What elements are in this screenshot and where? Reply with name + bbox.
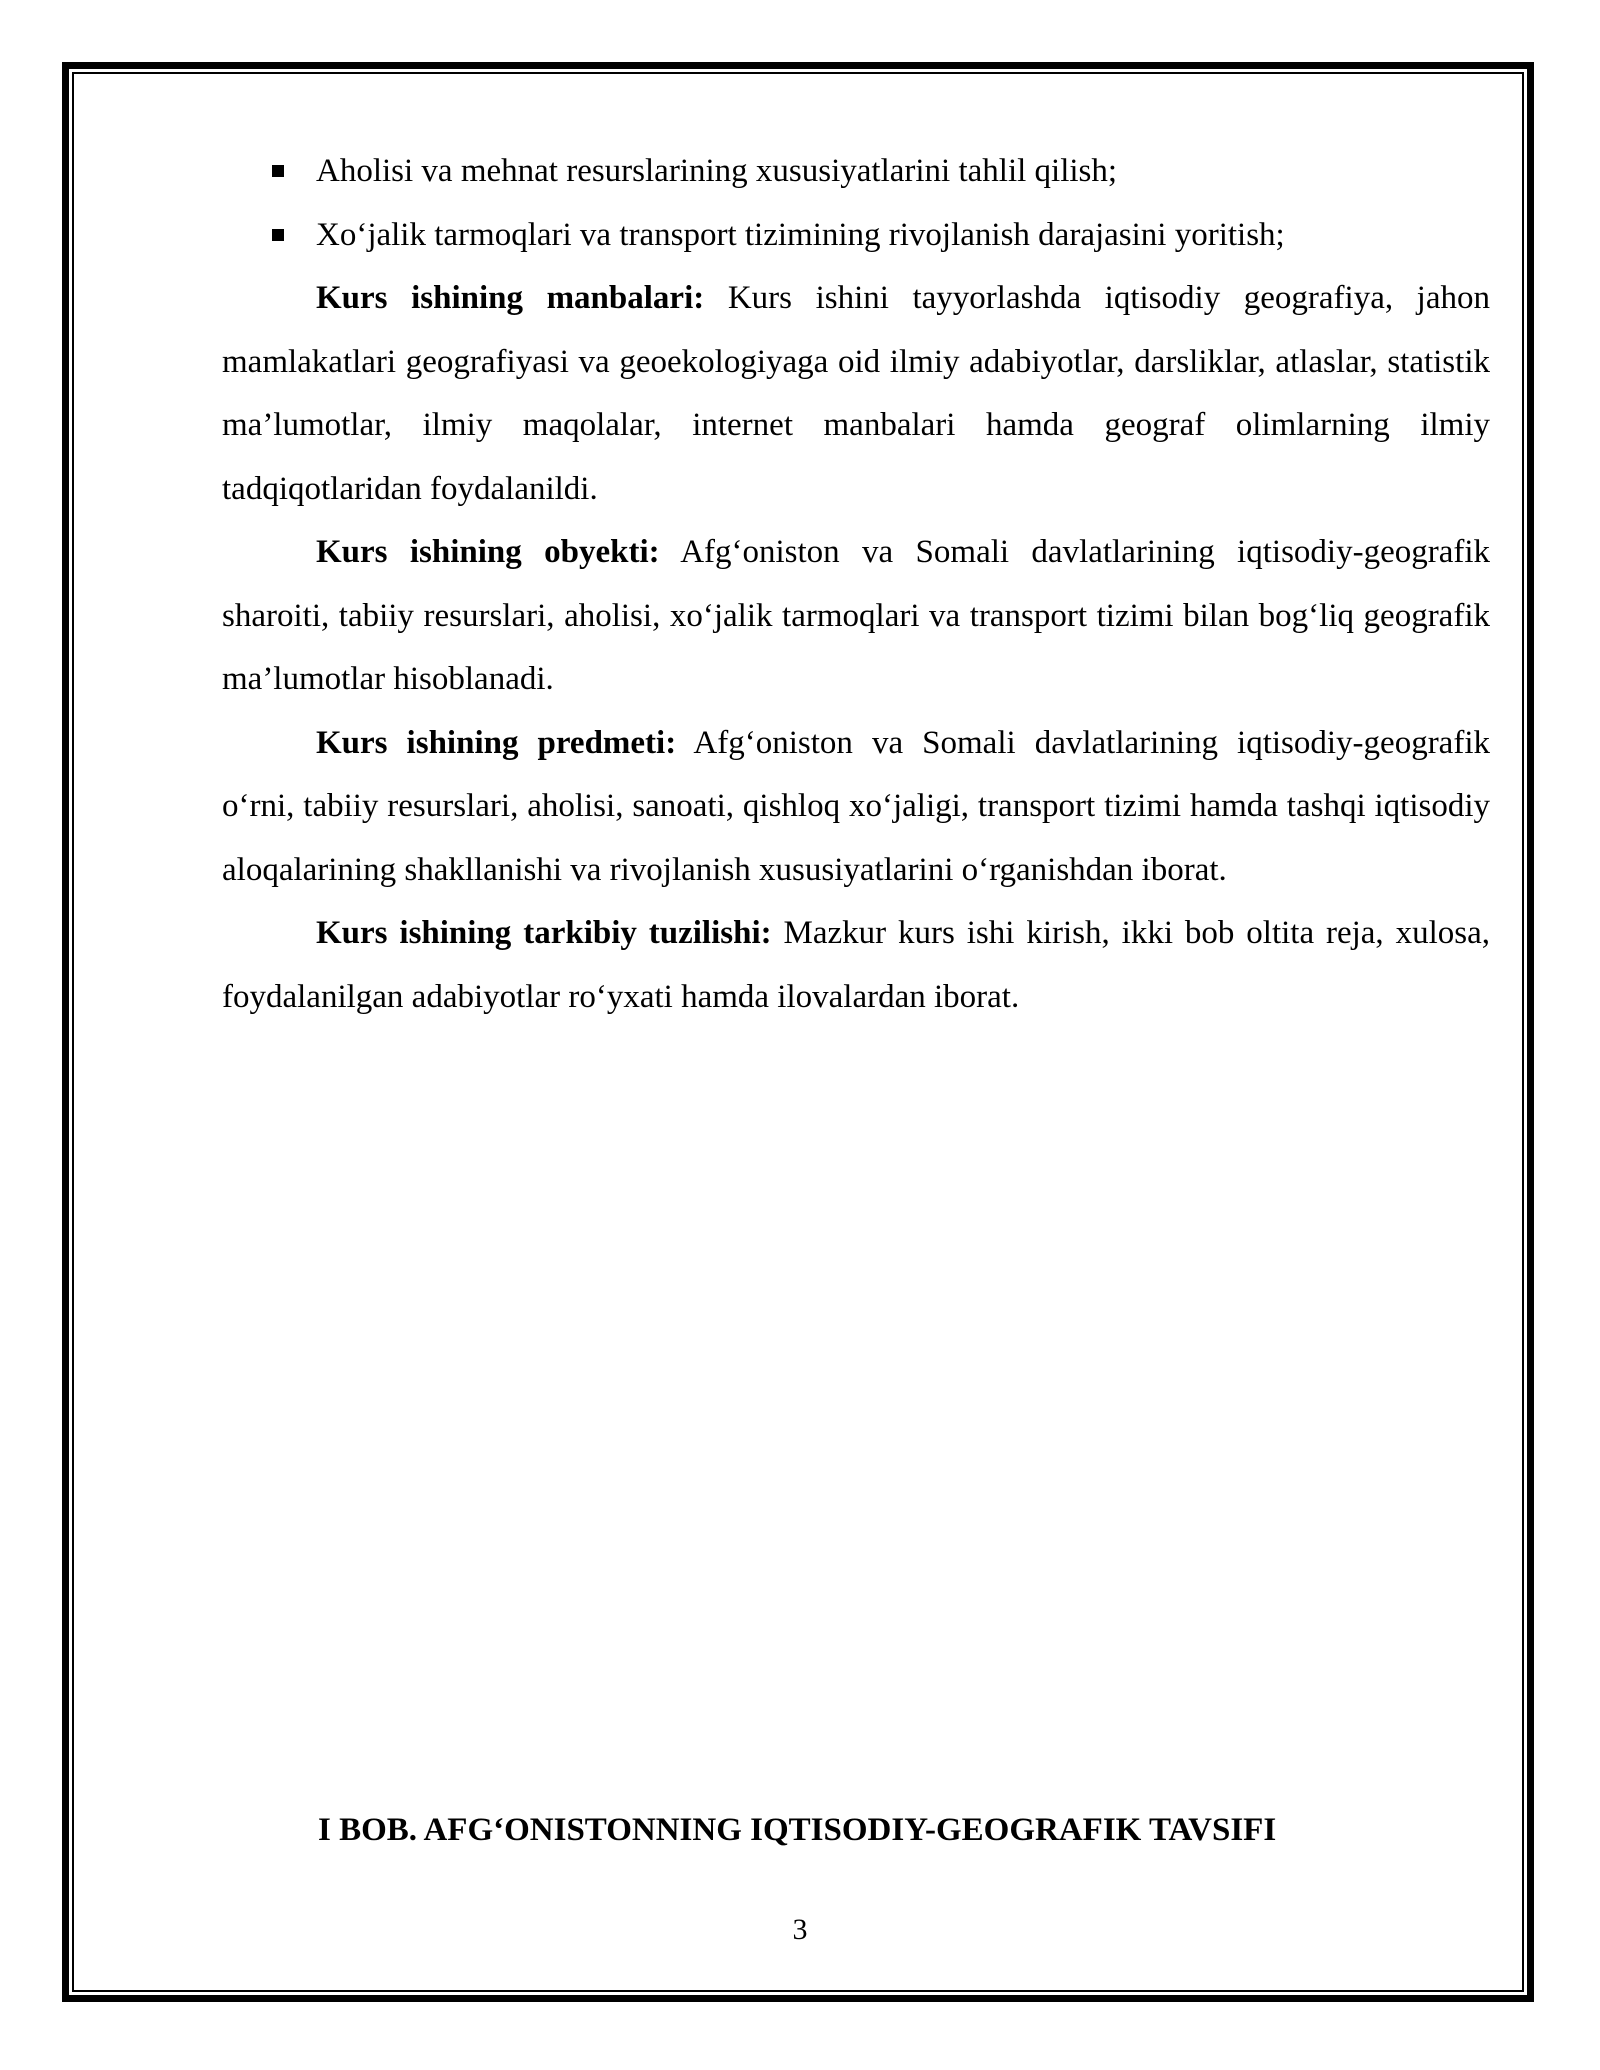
paragraph-heading: Kurs ishining tarkibiy tuzilishi: [316,915,772,951]
paragraph-text: Kurs ishini tayyorlashda iqtisodiy geografiya, jahon mamlakatlari geografiyasi va geoekologiyaga oid ilmiy adabiyotlar, darsliklar, atlaslar, statistik ma’lumotlar, ilmiy maqolalar, internet manbalari hamda geograf olimlarning ilmiy tadqiqotlaridan foydalanildi. [222,280,1490,507]
paragraph-text: Mazkur kurs ishi kirish, ikki bob oltita reja, xulosa, foydalanilgan adabiyotlar ro‘yxati hamda ilovalardan iborat. [222,915,1490,1015]
bullet-text: Xo‘jalik tarmoqlari va transport tizimining rivojlanish darajasini yoritish; [316,216,1285,253]
paragraph-text: Afg‘oniston va Somali davlatlarining iqtisodiy-geografik sharoiti, tabiiy resurslari, aholisi, xo‘jalik tarmoqlari va transport tizimi bilan bog‘liq geografik ma’lumotlar hisoblanadi. [222,534,1491,697]
paragraph-sources [222,267,1490,521]
paragraph-heading: Kurs ishining obyekti: [316,534,660,570]
bullet-item [222,204,1490,268]
paragraph-subject [222,712,1490,903]
paragraph-structure [222,902,1490,1029]
bullet-item [222,140,1490,204]
paragraph-heading: Kurs ishining manbalari: [316,280,705,316]
bullet-text: Aholisi va mehnat resurslarining xususiyatlarini tahlil qilish; [316,153,1118,189]
paragraph-heading: Kurs ishining predmeti: [316,724,677,761]
paragraph-text: Afg‘oniston va Somali davlatlarining iqtisodiy-geografik o‘rni, tabiiy resurslari, aholisi, sanoati, qishloq xo‘jaligi, transport tizimi hamda tashqi iqtisodiy aloqalarining shakllanishi va rivojlanish xususiyatlarini o‘rganishdan iborat. [222,724,1490,888]
page-number: 3 [792,1913,808,1946]
paragraph-object [222,521,1490,712]
chapter-title: I BOB. AFG‘ONISTONNING IQTISODIY-GEOGRAFIK TAVSIFI [318,1812,1277,1848]
page-body [222,140,1490,1029]
square-bullet-icon [272,229,284,241]
square-bullet-icon [272,165,284,177]
